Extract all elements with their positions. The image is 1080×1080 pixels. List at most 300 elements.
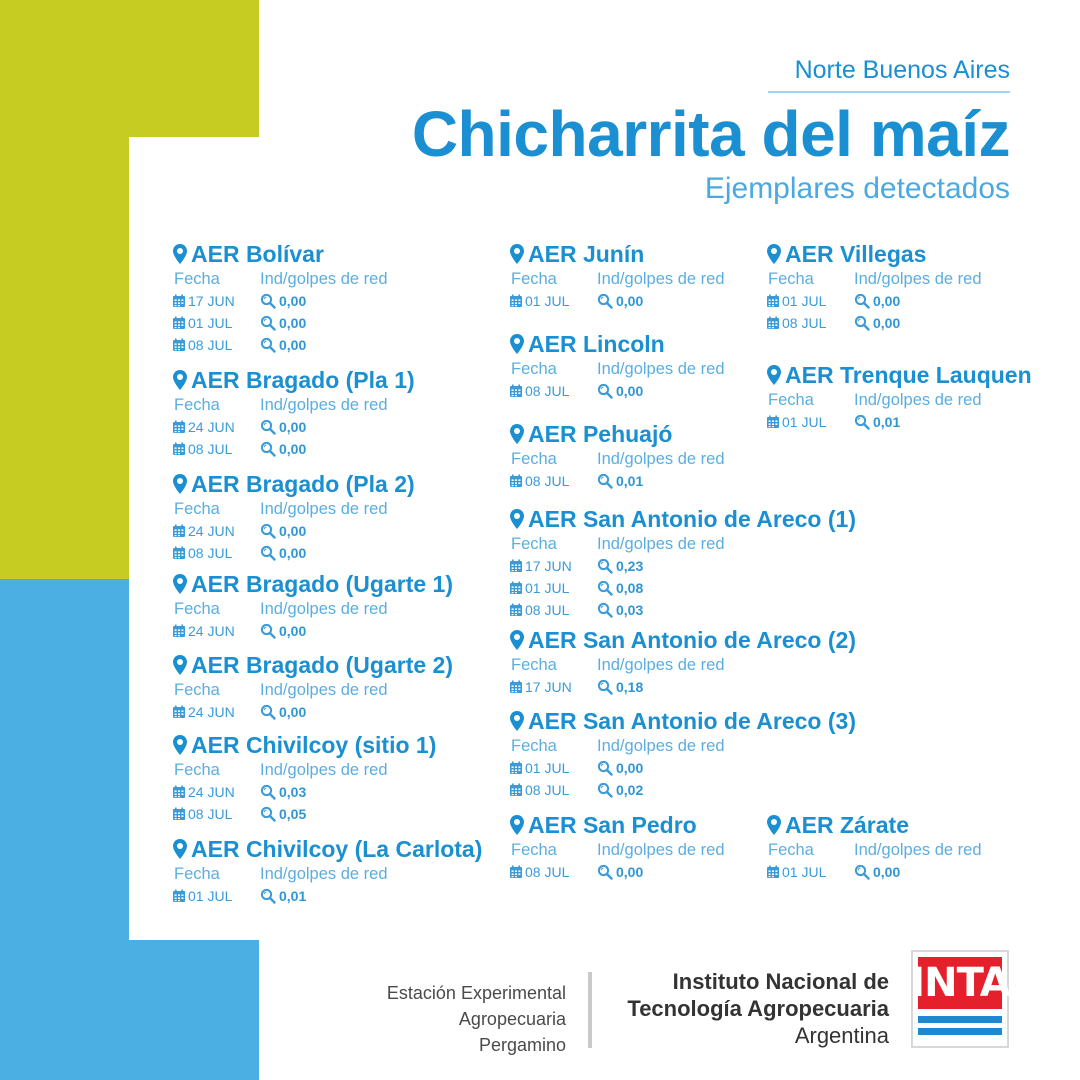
site-header — [509, 330, 725, 358]
calendar-icon — [509, 294, 523, 308]
reading-date: 17 JUN — [188, 293, 235, 309]
date-column-header: Fecha — [174, 864, 220, 883]
calendar-icon — [172, 524, 186, 538]
site-name: AER Chivilcoy (La Carlota) — [191, 835, 483, 862]
site-block — [172, 570, 453, 642]
reading-value-cell — [854, 864, 900, 880]
date-column-header: Fecha — [768, 840, 814, 859]
value-column-header: Ind/golpes de red — [854, 269, 982, 288]
reading-value-cell — [854, 315, 900, 331]
reading-row — [172, 290, 388, 312]
date-column-header: Fecha — [511, 534, 557, 553]
site-header — [509, 707, 856, 735]
date-column-header: Fecha — [511, 449, 557, 468]
institute-line-2: Tecnología Agropecuaria — [627, 996, 889, 1021]
value-column-header: Ind/golpes de red — [854, 840, 982, 859]
reading-date: 24 JUN — [188, 523, 235, 539]
column-headers — [172, 759, 436, 781]
reading-row — [172, 312, 388, 334]
column-headers — [509, 839, 725, 861]
calendar-icon — [172, 785, 186, 799]
location-pin-icon — [509, 814, 525, 836]
site-name: AER San Antonio de Areco (3) — [528, 707, 856, 734]
date-column-header: Fecha — [174, 499, 220, 518]
location-pin-icon — [766, 364, 782, 386]
reading-date-cell — [172, 419, 260, 435]
search-icon — [260, 784, 276, 800]
reading-date: 01 JUL — [525, 760, 570, 776]
location-pin-icon — [509, 710, 525, 732]
search-icon — [260, 888, 276, 904]
column-headers — [172, 679, 453, 701]
column-headers — [509, 735, 856, 757]
reading-value: 0,01 — [616, 473, 644, 489]
site-block — [172, 470, 415, 564]
site-header — [172, 366, 415, 394]
region-divider — [768, 91, 1010, 93]
reading-date: 24 JUN — [188, 784, 235, 800]
reading-row — [509, 861, 725, 883]
site-block — [766, 361, 1032, 433]
region-label: Norte Buenos Aires — [794, 56, 1010, 84]
reading-value: 0,00 — [873, 315, 901, 331]
date-column-header: Fecha — [174, 680, 220, 699]
calendar-icon — [509, 384, 523, 398]
site-block — [172, 240, 388, 356]
reading-value-cell — [597, 473, 643, 489]
reading-date-cell — [509, 473, 597, 489]
site-header — [172, 835, 482, 863]
calendar-icon — [172, 889, 186, 903]
date-column-header: Fecha — [511, 269, 557, 288]
reading-value-cell — [597, 580, 643, 596]
location-pin-icon — [509, 333, 525, 355]
reading-date-cell — [509, 580, 597, 596]
reading-row — [172, 803, 436, 825]
reading-date: 08 JUL — [782, 315, 827, 331]
reading-date-cell — [172, 888, 260, 904]
site-name: AER Bragado (Ugarte 2) — [191, 651, 453, 678]
column-headers — [172, 863, 482, 885]
location-pin-icon — [172, 473, 188, 495]
reading-date: 24 JUN — [188, 419, 235, 435]
reading-row — [766, 290, 982, 312]
site-block — [766, 811, 982, 883]
site-name: AER Chivilcoy (sitio 1) — [191, 731, 437, 758]
reading-date: 24 JUN — [188, 704, 235, 720]
reading-value-cell — [260, 293, 306, 309]
reading-row — [509, 290, 725, 312]
search-icon — [597, 580, 613, 596]
reading-value: 0,05 — [279, 806, 307, 822]
reading-value-cell — [597, 760, 643, 776]
reading-value-cell — [260, 337, 306, 353]
reading-value-cell — [260, 523, 306, 539]
site-block — [509, 626, 856, 698]
reading-date-cell — [509, 383, 597, 399]
site-header — [509, 626, 856, 654]
reading-value: 0,03 — [616, 602, 644, 618]
calendar-icon — [766, 865, 780, 879]
reading-date-cell — [509, 679, 597, 695]
reading-value-cell — [260, 315, 306, 331]
location-pin-icon — [172, 243, 188, 265]
reading-date: 08 JUL — [525, 473, 570, 489]
date-column-header: Fecha — [511, 359, 557, 378]
value-column-header: Ind/golpes de red — [260, 680, 388, 699]
calendar-icon — [509, 559, 523, 573]
reading-date: 08 JUL — [188, 441, 233, 457]
reading-value: 0,01 — [279, 888, 307, 904]
value-column-header: Ind/golpes de red — [597, 655, 725, 674]
reading-value-cell — [260, 623, 306, 639]
reading-value-cell — [597, 558, 643, 574]
reading-date-cell — [766, 293, 854, 309]
reading-date: 08 JUL — [525, 602, 570, 618]
reading-value: 0,00 — [279, 704, 307, 720]
site-header — [509, 240, 725, 268]
value-column-header: Ind/golpes de red — [260, 760, 388, 779]
date-column-header: Fecha — [768, 390, 814, 409]
inta-logo — [911, 950, 1009, 1048]
reading-date-cell — [509, 864, 597, 880]
calendar-icon — [509, 581, 523, 595]
reading-date-cell — [172, 784, 260, 800]
column-headers — [509, 654, 856, 676]
site-header — [172, 651, 453, 679]
reading-row — [509, 555, 856, 577]
reading-date-cell — [172, 545, 260, 561]
location-pin-icon — [766, 243, 782, 265]
site-name: AER San Pedro — [528, 811, 697, 838]
site-name: AER Bragado (Pla 2) — [191, 470, 415, 497]
reading-value-cell — [597, 782, 643, 798]
reading-row — [172, 334, 388, 356]
reading-date: 17 JUN — [525, 558, 572, 574]
reading-row — [509, 676, 856, 698]
reading-row — [509, 470, 725, 492]
reading-date-cell — [766, 864, 854, 880]
reading-date-cell — [172, 806, 260, 822]
reading-value-cell — [260, 441, 306, 457]
reading-value: 0,00 — [279, 337, 307, 353]
reading-row — [172, 885, 482, 907]
reading-value: 0,00 — [279, 419, 307, 435]
column-headers — [766, 389, 1032, 411]
site-name: AER Trenque Lauquen — [785, 361, 1032, 388]
reading-date: 17 JUN — [525, 679, 572, 695]
column-headers — [509, 358, 725, 380]
site-header — [766, 361, 1032, 389]
value-column-header: Ind/golpes de red — [597, 534, 725, 553]
site-name: AER San Antonio de Areco (1) — [528, 505, 856, 532]
site-name: AER Bragado (Pla 1) — [191, 366, 415, 393]
reading-value: 0,00 — [873, 293, 901, 309]
site-block — [172, 651, 453, 723]
column-headers — [172, 268, 388, 290]
value-column-header: Ind/golpes de red — [597, 840, 725, 859]
location-pin-icon — [509, 629, 525, 651]
site-name: AER Junín — [528, 240, 645, 267]
reading-value-cell — [260, 704, 306, 720]
value-column-header: Ind/golpes de red — [597, 449, 725, 468]
reading-value: 0,00 — [279, 293, 307, 309]
inta-logo-text: INTA — [918, 957, 1002, 1009]
site-header — [172, 570, 453, 598]
station-line-3: Pergamino — [478, 1035, 566, 1055]
column-headers — [509, 268, 725, 290]
search-icon — [260, 704, 276, 720]
reading-value: 0,00 — [279, 441, 307, 457]
location-pin-icon — [172, 838, 188, 860]
search-icon — [260, 806, 276, 822]
reading-date-cell — [172, 315, 260, 331]
reading-row — [509, 599, 856, 621]
reading-value: 0,00 — [279, 623, 307, 639]
calendar-icon — [172, 807, 186, 821]
reading-value-cell — [260, 784, 306, 800]
column-headers — [509, 533, 856, 555]
reading-value: 0,01 — [873, 414, 901, 430]
reading-date-cell — [509, 782, 597, 798]
reading-date: 01 JUL — [782, 864, 827, 880]
calendar-icon — [509, 783, 523, 797]
search-icon — [260, 293, 276, 309]
reading-date-cell — [509, 293, 597, 309]
site-header — [766, 240, 982, 268]
reading-date: 24 JUN — [188, 623, 235, 639]
search-icon — [854, 414, 870, 430]
reading-value-cell — [854, 293, 900, 309]
search-icon — [597, 782, 613, 798]
reading-value-cell — [260, 545, 306, 561]
date-column-header: Fecha — [511, 655, 557, 674]
reading-row — [172, 416, 415, 438]
location-pin-icon — [172, 369, 188, 391]
institute-name — [627, 968, 889, 1049]
reading-row — [766, 312, 982, 334]
location-pin-icon — [509, 423, 525, 445]
value-column-header: Ind/golpes de red — [854, 390, 982, 409]
calendar-icon — [172, 420, 186, 434]
reading-row — [172, 701, 453, 723]
page-title: Chicharrita del maíz — [411, 98, 1010, 170]
search-icon — [597, 760, 613, 776]
calendar-icon — [509, 680, 523, 694]
site-name: AER Zárate — [785, 811, 909, 838]
reading-date-cell — [172, 337, 260, 353]
value-column-header: Ind/golpes de red — [260, 269, 388, 288]
reading-value-cell — [260, 888, 306, 904]
site-name: AER Pehuajó — [528, 420, 673, 447]
reading-row — [172, 438, 415, 460]
site-header — [172, 470, 415, 498]
reading-value: 0,08 — [616, 580, 644, 596]
calendar-icon — [509, 865, 523, 879]
location-pin-icon — [172, 654, 188, 676]
calendar-icon — [766, 316, 780, 330]
reading-value-cell — [597, 383, 643, 399]
reading-date-cell — [172, 441, 260, 457]
reading-date-cell — [509, 760, 597, 776]
date-column-header: Fecha — [174, 599, 220, 618]
reading-date-cell — [172, 523, 260, 539]
search-icon — [597, 558, 613, 574]
search-icon — [260, 441, 276, 457]
reading-value: 0,00 — [616, 383, 644, 399]
reading-row — [509, 577, 856, 599]
reading-date: 01 JUL — [188, 315, 233, 331]
reading-value-cell — [597, 602, 643, 618]
reading-row — [172, 781, 436, 803]
reading-date: 08 JUL — [188, 545, 233, 561]
location-pin-icon — [509, 508, 525, 530]
site-name: AER Bolívar — [191, 240, 324, 267]
site-header — [766, 811, 982, 839]
reading-date: 08 JUL — [188, 337, 233, 353]
site-block — [172, 366, 415, 460]
value-column-header: Ind/golpes de red — [260, 499, 388, 518]
calendar-icon — [172, 705, 186, 719]
calendar-icon — [509, 761, 523, 775]
column-headers — [172, 598, 453, 620]
value-column-header: Ind/golpes de red — [597, 269, 725, 288]
date-column-header: Fecha — [174, 269, 220, 288]
reading-row — [509, 779, 856, 801]
site-block — [172, 731, 436, 825]
reading-row — [509, 757, 856, 779]
calendar-icon — [172, 338, 186, 352]
station-line-1: Estación Experimental — [386, 983, 566, 1003]
reading-value: 0,00 — [279, 315, 307, 331]
reading-date: 01 JUL — [782, 414, 827, 430]
search-icon — [597, 383, 613, 399]
site-block — [766, 240, 982, 334]
column-headers — [172, 394, 415, 416]
site-header — [509, 420, 725, 448]
reading-date-cell — [509, 558, 597, 574]
date-column-header: Fecha — [511, 840, 557, 859]
column-headers — [509, 448, 725, 470]
location-pin-icon — [172, 573, 188, 595]
reading-value-cell — [597, 679, 643, 695]
calendar-icon — [766, 294, 780, 308]
location-pin-icon — [766, 814, 782, 836]
reading-date-cell — [766, 315, 854, 331]
institute-country: Argentina — [794, 1023, 889, 1048]
search-icon — [260, 315, 276, 331]
value-column-header: Ind/golpes de red — [260, 864, 388, 883]
calendar-icon — [509, 603, 523, 617]
reading-value: 0,23 — [616, 558, 644, 574]
reading-date: 08 JUL — [525, 383, 570, 399]
site-header — [509, 811, 725, 839]
search-icon — [597, 679, 613, 695]
reading-date-cell — [172, 293, 260, 309]
site-header — [172, 731, 436, 759]
location-pin-icon — [172, 734, 188, 756]
date-column-header: Fecha — [768, 269, 814, 288]
search-icon — [260, 337, 276, 353]
reading-row — [172, 542, 415, 564]
reading-value: 0,18 — [616, 679, 644, 695]
date-column-header: Fecha — [174, 760, 220, 779]
date-column-header: Fecha — [174, 395, 220, 414]
reading-date: 08 JUL — [188, 806, 233, 822]
site-block — [509, 707, 856, 801]
reading-value-cell — [597, 864, 643, 880]
reading-value-cell — [854, 414, 900, 430]
search-icon — [260, 545, 276, 561]
calendar-icon — [172, 546, 186, 560]
site-block — [509, 505, 856, 621]
location-pin-icon — [509, 243, 525, 265]
reading-value-cell — [260, 806, 306, 822]
site-block — [509, 811, 725, 883]
site-header — [509, 505, 856, 533]
station-name — [387, 980, 566, 1058]
reading-date: 01 JUL — [782, 293, 827, 309]
search-icon — [260, 523, 276, 539]
calendar-icon — [172, 294, 186, 308]
calendar-icon — [509, 474, 523, 488]
calendar-icon — [766, 415, 780, 429]
column-headers — [766, 268, 982, 290]
site-block — [172, 835, 482, 907]
site-block — [509, 420, 725, 492]
column-headers — [172, 498, 415, 520]
reading-row — [766, 861, 982, 883]
site-block — [509, 330, 725, 402]
reading-value: 0,02 — [616, 782, 644, 798]
reading-value-cell — [597, 293, 643, 309]
value-column-header: Ind/golpes de red — [597, 736, 725, 755]
value-column-header: Ind/golpes de red — [260, 395, 388, 414]
reading-value: 0,00 — [873, 864, 901, 880]
site-name: AER Villegas — [785, 240, 927, 267]
logo-stripe — [918, 1016, 1002, 1023]
value-column-header: Ind/golpes de red — [597, 359, 725, 378]
site-name: AER San Antonio de Areco (2) — [528, 626, 856, 653]
reading-value: 0,00 — [279, 523, 307, 539]
reading-value: 0,00 — [616, 864, 644, 880]
reading-value-cell — [260, 419, 306, 435]
search-icon — [854, 293, 870, 309]
search-icon — [260, 419, 276, 435]
reading-row — [509, 380, 725, 402]
column-headers — [766, 839, 982, 861]
reading-row — [172, 520, 415, 542]
reading-row — [766, 411, 1032, 433]
reading-date: 01 JUL — [525, 293, 570, 309]
calendar-icon — [172, 316, 186, 330]
site-header — [172, 240, 388, 268]
search-icon — [597, 293, 613, 309]
reading-date: 01 JUL — [525, 580, 570, 596]
search-icon — [854, 315, 870, 331]
search-icon — [597, 602, 613, 618]
search-icon — [597, 864, 613, 880]
station-line-2: Agropecuaria — [458, 1009, 566, 1029]
reading-date-cell — [172, 704, 260, 720]
reading-row — [172, 620, 453, 642]
search-icon — [597, 473, 613, 489]
reading-date-cell — [172, 623, 260, 639]
reading-date: 08 JUL — [525, 864, 570, 880]
site-block — [509, 240, 725, 312]
value-column-header: Ind/golpes de red — [260, 599, 388, 618]
reading-date-cell — [509, 602, 597, 618]
